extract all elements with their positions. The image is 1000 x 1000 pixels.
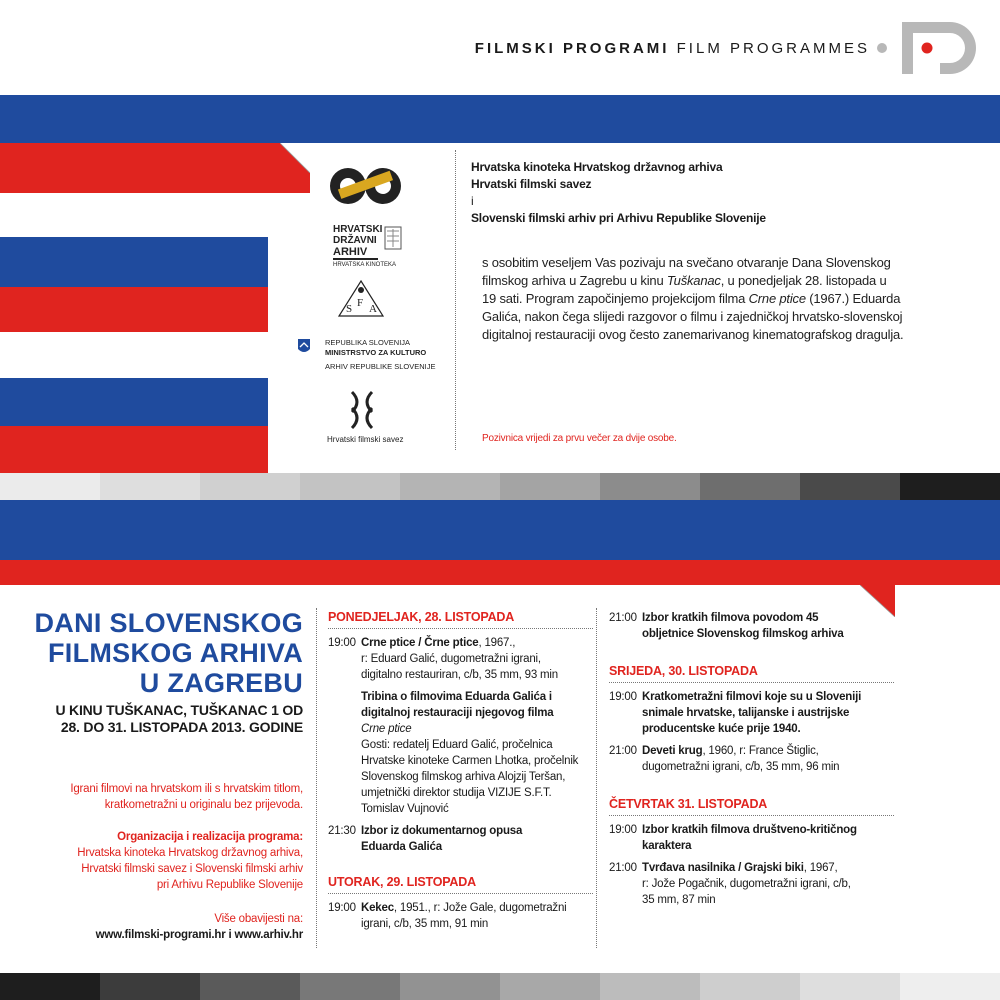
event-mon-3 xyxy=(328,823,593,855)
card-divider xyxy=(455,150,456,450)
rs-logo-text xyxy=(325,338,435,372)
organizers-heading: Organizacija i realizacija programa: xyxy=(117,831,303,843)
event-time: 21:30 xyxy=(328,825,356,837)
band-red-2 xyxy=(0,287,268,332)
event-detail: dugometražni igrani, c/b, 35 mm, 96 min xyxy=(642,761,840,773)
gray-strip-top xyxy=(0,473,1000,500)
invitation-body xyxy=(482,254,982,344)
invitation-orgs xyxy=(471,159,971,227)
event-wed-2 xyxy=(609,743,894,775)
organizers-line-2: Hrvatski filmski savez i Slovenski filmski arhiv xyxy=(81,863,303,875)
event-detail: igrani, c/b, 35 mm, 91 min xyxy=(361,918,489,930)
event-title: Tribina o filmovima Eduarda Galića i xyxy=(361,691,552,703)
gray-strip-bottom xyxy=(0,972,1000,1000)
event-tue-1 xyxy=(328,900,593,932)
event-title: producentske kuće prije 1940. xyxy=(642,723,801,735)
schedule-column-1 xyxy=(328,610,593,932)
event-time: 19:00 xyxy=(328,637,356,649)
event-title: obljetnice Slovenskog filmskog arhiva xyxy=(642,628,844,640)
rs-line3: ARHIV REPUBLIKE SLOVENIJE xyxy=(325,362,436,371)
folded-corner-icon xyxy=(280,143,310,173)
event-mon-2 xyxy=(328,689,593,817)
column-divider-1 xyxy=(316,608,317,948)
hrvatska-kinoteka-logo-icon xyxy=(328,158,403,213)
event-detail: , 1967, xyxy=(803,862,838,874)
invitation-conj: i xyxy=(471,194,474,208)
event-title: karaktera xyxy=(642,840,692,852)
event-title: Kekec xyxy=(361,902,394,914)
invitation-line-5: digitalnoj restauraciji ovog često zanemarivanog kinematografskog dragulja. xyxy=(482,327,904,342)
svg-text:A: A xyxy=(369,303,377,315)
rs-line1: REPUBLIKA SLOVENIJA xyxy=(325,338,411,347)
hdarhiv-line1: HRVATSKI xyxy=(333,224,383,235)
organizers-line-3: pri Arhivu Republike Slovenije xyxy=(156,879,303,891)
event-title: snimale hrvatske, talijanske i austrijske xyxy=(642,707,850,719)
day-heading-monday: PONEDJELJAK, 28. LISTOPADA xyxy=(328,610,515,624)
event-time: 21:00 xyxy=(609,862,637,874)
fp-logo-icon xyxy=(872,18,982,76)
header-title xyxy=(475,40,870,57)
day-heading-thursday: ČETVRTAK 31. LISTOPADA xyxy=(609,797,768,811)
hfs-logo-icon xyxy=(350,390,374,430)
event-mon-1 xyxy=(328,635,593,683)
slovenia-coat-icon xyxy=(297,338,311,356)
hfs-logo-text: Hrvatski filmski savez xyxy=(327,435,404,444)
program-title-1: DANI SLOVENSKOG xyxy=(34,608,303,638)
svg-text:S: S xyxy=(346,303,353,315)
event-title: Izbor kratkih filmova povodom 45 xyxy=(642,612,819,624)
day-heading-wednesday: SRIJEDA, 30. LISTOPADA xyxy=(609,664,758,678)
event-time: 21:00 xyxy=(609,612,637,624)
header-title-bold: FILMSKI PROGRAMI xyxy=(474,40,670,57)
day-heading-tuesday: UTORAK, 29. LISTOPADA xyxy=(328,875,476,889)
program-title-block xyxy=(20,608,303,736)
band-red-top xyxy=(0,143,310,193)
organizers-line-1: Hrvatska kinoteka Hrvatskog državnog arhiva, xyxy=(77,847,303,859)
band-red-mid xyxy=(0,560,1000,585)
program-organizers xyxy=(20,829,303,893)
program-info xyxy=(20,781,303,813)
program-info-2: kratkometražni u originalu bez prijevoda. xyxy=(104,799,303,811)
invitation-org-3: Slovenski filmski arhiv pri Arhivu Republike Slovenije xyxy=(471,211,766,225)
program-info-1: Igrani filmovi na hrvatskom ili s hrvatskim titlom, xyxy=(70,783,303,795)
invitation-org-1: Hrvatska kinoteka Hrvatskog državnog arhiva xyxy=(471,160,723,174)
coat-of-arms-icon xyxy=(384,226,402,250)
hdarhiv-line2: DRŽAVNI xyxy=(333,235,377,246)
event-detail: Hrvatske kinoteke Carmen Lhotka, pročelnik xyxy=(361,755,579,767)
event-title: digitalnoj restauraciji njegovog filma xyxy=(361,707,554,719)
hdarhiv-sub: HRVATSKA KINOTEKA xyxy=(333,262,397,268)
program-title-3: U ZAGREBU xyxy=(139,668,303,698)
event-detail: umjetnički direktor studija VIZIJE S.F.T. xyxy=(361,787,552,799)
invitation-note: Pozivnica vrijedi za prvu večer za dvije osobe. xyxy=(482,433,677,444)
event-detail: Tomislav Vujnović xyxy=(361,803,449,815)
event-title: Eduarda Galića xyxy=(361,841,442,853)
event-time: 19:00 xyxy=(609,691,637,703)
invitation-org-2: Hrvatski filmski savez xyxy=(471,177,592,191)
sfa-logo-icon xyxy=(336,278,386,320)
program-title-2: FILMSKOG ARHIVA xyxy=(48,638,303,668)
more-info xyxy=(20,911,303,943)
event-time: 21:00 xyxy=(609,745,637,757)
more-info-links[interactable]: www.filmski-programi.hr i www.arhiv.hr xyxy=(95,929,303,941)
event-detail: , 1967., xyxy=(478,637,516,649)
invitation-film: Crne ptice xyxy=(748,291,806,306)
event-detail: Gosti: redatelj Eduard Galić, pročelnica xyxy=(361,739,553,751)
program-sub-2: 28. DO 31. LISTOPADA 2013. GODINE xyxy=(60,719,303,735)
invitation-line-4: Galića, nakon čega slijedi razgovor o filmu i zajedničkoj hrvatsko-slovenskoj xyxy=(482,309,903,324)
event-detail: r: Eduard Galić, dugometražni igrani, xyxy=(361,653,541,665)
event-title: Tvrđava nasilnika / Grajski biki xyxy=(642,862,804,874)
event-tue-2 xyxy=(609,610,894,642)
event-detail: 35 mm, 87 min xyxy=(642,894,716,906)
event-title: Deveti krug xyxy=(642,745,703,757)
svg-text:F: F xyxy=(357,297,364,309)
more-info-label: Više obavijesti na: xyxy=(214,913,303,925)
invitation-line-1: s osobitim veseljem Vas pozivaju na svečano otvaranje Dana Slovenskog xyxy=(482,255,891,270)
event-detail: r: Jože Pogačnik, dugometražni igrani, c/b, xyxy=(642,878,851,890)
invitation-line-2 xyxy=(482,272,982,290)
event-wed-1 xyxy=(609,689,894,737)
hdarhiv-line3: ARHIV xyxy=(333,246,378,260)
schedule-column-2 xyxy=(609,610,894,908)
event-thu-1 xyxy=(609,822,894,854)
event-detail: , 1951., r: Jože Gale, dugometražni xyxy=(393,902,567,914)
right-strip-lower xyxy=(895,617,1000,677)
band-blue-2 xyxy=(0,237,268,287)
invitation-line-3a: 19 sati. Program započinjemo projekcijom filma xyxy=(482,291,749,306)
event-title: Izbor iz dokumentarnog opusa xyxy=(361,825,523,837)
invitation-line-3 xyxy=(482,290,982,308)
event-thu-2 xyxy=(609,860,894,908)
event-time: 19:00 xyxy=(328,902,356,914)
invitation-line-2b: , u ponedjeljak 28. listopada u xyxy=(720,273,887,288)
band-blue-top xyxy=(0,95,1000,143)
event-time: 19:00 xyxy=(609,824,637,836)
rs-line2: MINISTRSTVO ZA KULTURO xyxy=(325,348,427,357)
invitation-line-2a: filmskog arhiva u Zagrebu u kinu xyxy=(482,273,667,288)
column-divider-2 xyxy=(596,608,597,948)
band-red-3 xyxy=(0,426,268,473)
event-film-name: Crne ptice xyxy=(361,723,412,735)
event-title: Izbor kratkih filmova društveno-kritičnog xyxy=(642,824,857,836)
event-title: Crne ptice / Črne ptice xyxy=(361,637,479,649)
program-sub-1: U KINU TUŠKANAC, TUŠKANAC 1 OD xyxy=(55,702,303,718)
event-detail: digitalno restauriran, c/b, 35 mm, 93 min xyxy=(361,669,558,681)
invitation-venue: Tuškanac xyxy=(666,273,721,288)
band-blue-mid xyxy=(0,500,1000,560)
event-detail: Slovenskog filmskog arhiva Alojzij Teršan, xyxy=(361,771,566,783)
invitation-line-3b: (1967.) Eduarda xyxy=(805,291,901,306)
header-title-light: FILM PROGRAMMES xyxy=(676,40,870,57)
event-detail: , 1960, r: France Štiglic, xyxy=(702,745,819,757)
event-title: Kratkometražni filmovi koje su u Sloveniji xyxy=(642,691,862,703)
band-blue-3 xyxy=(0,378,268,426)
